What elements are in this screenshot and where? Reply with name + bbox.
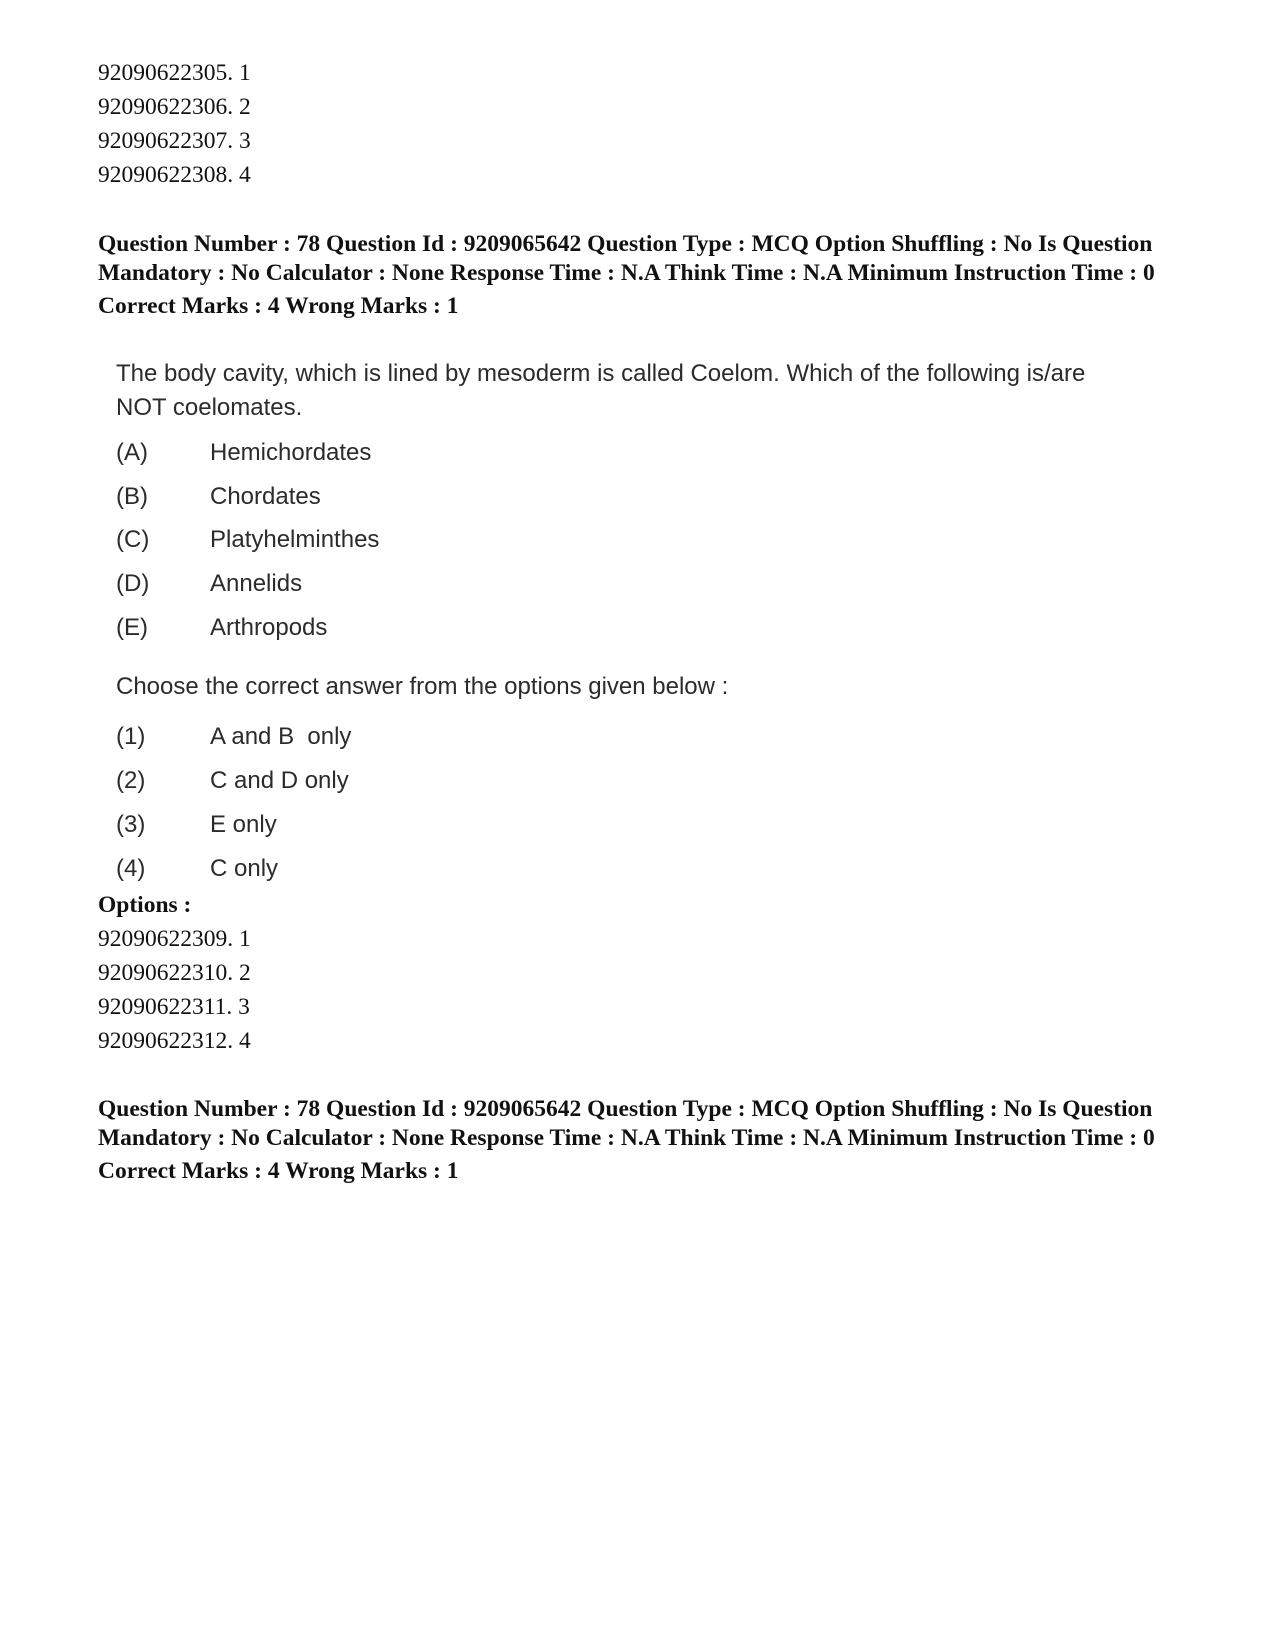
statement-item: (A) Hemichordates [116,439,372,466]
options-label: Options : [98,892,192,918]
answer-choice: (1) A and B only [116,723,352,751]
statement-item: (E) Arthropods [116,613,328,641]
option-line: 92090622310. 2 [98,960,251,986]
option-line: 92090622312. 4 [98,1028,251,1054]
choose-instruction: Choose the correct answer from the options given below : [116,673,729,701]
answer-choice: (2) C and D only [116,767,349,795]
option-line: 92090622311. 3 [98,994,250,1020]
option-line: 92090622306. 2 [98,94,251,120]
question-header [98,1095,1178,1185]
question-marks: Correct Marks : 4 Wrong Marks : 1 [98,293,459,319]
answer-choices [116,722,1116,897]
question-marks: Correct Marks : 4 Wrong Marks : 1 [98,1158,459,1184]
statement-item: (C) Platyhelminthes [116,526,380,554]
question-text: The body cavity, which is lined by mesoderm is called Coelom. Which of the following is/are NOT coelomates. [116,360,1086,421]
option-line: 92090622309. 1 [98,926,251,952]
answer-choice: (3) E only [116,810,277,838]
question-header [98,230,1178,320]
question-meta: Question Number : 78 Question Id : 9209065642 Question Type : MCQ Option Shuffling : No Is Question Mandatory : No Calculator : None Response Time : N.A Think Time : N.A Minimum Instruction Time : 0 [98,231,1155,286]
option-line: 92090622307. 3 [98,128,251,154]
options-section [98,888,1178,1058]
statement-item: (B) Chordates [116,482,321,510]
question-body [116,357,1116,897]
question-meta: Question Number : 78 Question Id : 9209065642 Question Type : MCQ Option Shuffling : No Is Question Mandatory : No Calculator : None Response Time : N.A Think Time : N.A Minimum Instruction Time : 0 [98,1096,1155,1151]
option-line: 92090622305. 1 [98,60,251,86]
statement-item: (D) Annelids [116,570,303,598]
previous-options-list [98,56,1178,192]
answer-choice: (4) C only [116,854,279,882]
statement-list [116,438,1116,656]
option-line: 92090622308. 4 [98,162,251,188]
